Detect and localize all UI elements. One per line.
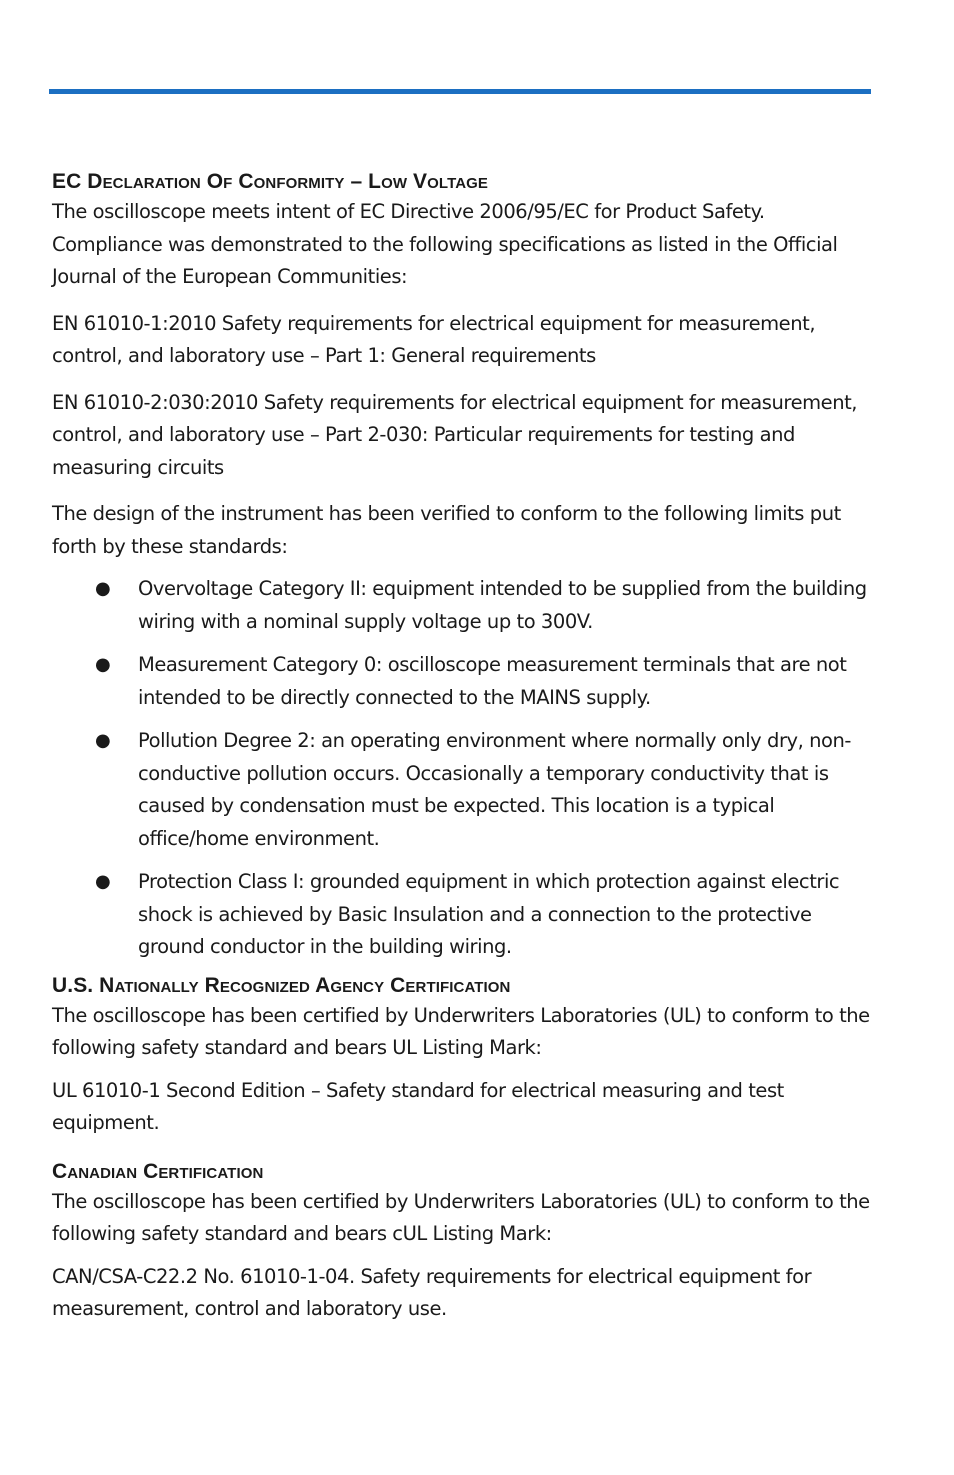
paragraph: EN 61010-1:2010 Safety requirements for electrical equipment for measurement, control, and laboratory use – Part 1: General requirements: [52, 311, 816, 367]
bullet-icon: ●: [95, 730, 111, 751]
top-divider-rule: [49, 89, 871, 94]
list-item: [52, 649, 872, 714]
list-item: [52, 725, 872, 855]
bullet-list: [52, 573, 872, 964]
section-heading: Canadian Certification: [52, 1159, 264, 1183]
list-item: [52, 573, 872, 638]
bullet-icon: ●: [95, 654, 111, 675]
paragraph: The oscilloscope meets intent of EC Directive 2006/95/EC for Product Safety. Compliance was demonstrated to the following specifications as listed in the Official Journal of the European Communities:: [52, 200, 838, 288]
section-ec-declaration: [52, 168, 872, 964]
bullet-icon: ●: [95, 871, 111, 892]
list-item-text: Overvoltage Category II: equipment intended to be supplied from the building wiring with a nominal supply voltage up to 300V.: [138, 577, 867, 633]
section-us-certification: [52, 972, 872, 1140]
paragraph: The oscilloscope has been certified by Underwriters Laboratories (UL) to conform to the following safety standard and bears UL Listing Mark:: [52, 1003, 870, 1059]
section-canadian-certification: [52, 1158, 872, 1326]
paragraph: The design of the instrument has been verified to conform to the following limits put forth by these standards:: [52, 502, 841, 558]
list-item-text: Pollution Degree 2: an operating environment where normally only dry, non-conductive pollution occurs. Occasionally a temporary conductivity that is caused by condensation must be expected. This location is a typical office/home environment.: [138, 729, 851, 850]
section-heading: U.S. Nationally Recognized Agency Certification: [52, 973, 511, 997]
list-item: [52, 866, 872, 964]
list-item-text: Protection Class I: grounded equipment in which protection against electric shock is achieved by Basic Insulation and a connection to the protective ground conductor in the building wiring.: [138, 870, 840, 958]
paragraph: EN 61010-2:030:2010 Safety requirements for electrical equipment for measurement, control, and laboratory use – Part 2-030: Particular requirements for testing and measuring circuits: [52, 390, 858, 479]
paragraph: UL 61010-1 Second Edition – Safety standard for electrical measuring and test equipment.: [52, 1078, 784, 1134]
paragraph: The oscilloscope has been certified by Underwriters Laboratories (UL) to conform to the following safety standard and bears cUL Listing Mark:: [52, 1189, 870, 1245]
paragraph: CAN/CSA-C22.2 No. 61010-1-04. Safety requirements for electrical equipment for measurement, control and laboratory use.: [52, 1264, 812, 1320]
bullet-icon: ●: [95, 578, 111, 599]
section-heading: EC Declaration Of Conformity – Low Voltage: [52, 170, 489, 193]
document-body: [52, 168, 872, 1340]
list-item-text: Measurement Category 0: oscilloscope measurement terminals that are not intended to be directly connected to the MAINS supply.: [138, 653, 847, 709]
